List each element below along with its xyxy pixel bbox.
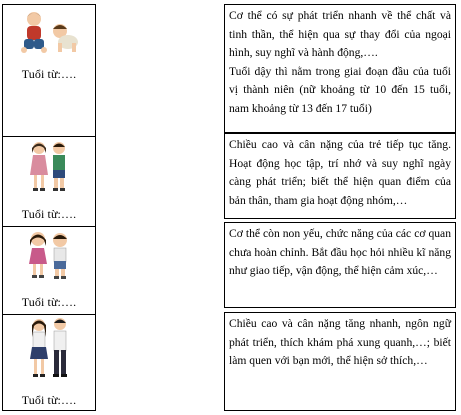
description-4-text: Chiều cao và cân nặng tăng nhanh, ngôn ngữ phát triển, thích khám phá xung quanh,…; biết làm quen với bạn mới, thể hiện sở thích,…	[229, 317, 451, 367]
description-3-text: Cơ thể còn non yếu, chức năng của các cơ quan chưa hoàn chỉnh. Bắt đầu học hỏi nhiều kĩ năng như giao tiếp, vận động, thể hiện cảm xúc,…	[229, 227, 451, 277]
age-label-2: Tuổi từ:….	[21, 207, 77, 221]
age-label-3: Tuổi từ:….	[21, 295, 77, 309]
description-box-3	[224, 222, 456, 308]
age-label-4: Tuổi từ:….	[21, 393, 77, 407]
description-box-1	[224, 4, 456, 133]
age-cell-2	[3, 136, 95, 226]
young-children-illustration	[3, 230, 95, 287]
children-illustration	[3, 139, 95, 200]
teenagers-illustration	[3, 317, 95, 386]
description-box-4	[224, 312, 456, 411]
description-box-2	[224, 133, 456, 219]
infants-illustration	[3, 9, 95, 60]
description-2-text: Chiều cao và cân nặng của trẻ tiếp tục tăng. Hoạt động học tập, trí nhớ và suy nghĩ ngày càng phát triển; biết thể hiện quan điểm của bản thân, tham gia hoạt động nhóm,…	[229, 138, 451, 207]
description-1-para-1: Cơ thể có sự phát triển nhanh về thể chất và tinh thần, thể hiện qua sự thay đổi của ngoại hình, suy nghĩ và hành động,….	[229, 9, 451, 59]
description-1-para-2: Tuổi dậy thì nằm trong giai đoạn đầu của tuổi vị thành niên (nữ khoảng từ 10 đến 15 tuổi, nam khoảng từ 13 đến 17 tuổi)	[229, 64, 451, 115]
age-cell-1	[3, 5, 95, 136]
age-pictures-column	[2, 4, 96, 411]
age-label-1: Tuổi từ:….	[21, 67, 77, 81]
age-cell-4	[3, 314, 95, 410]
age-cell-3	[3, 226, 95, 314]
